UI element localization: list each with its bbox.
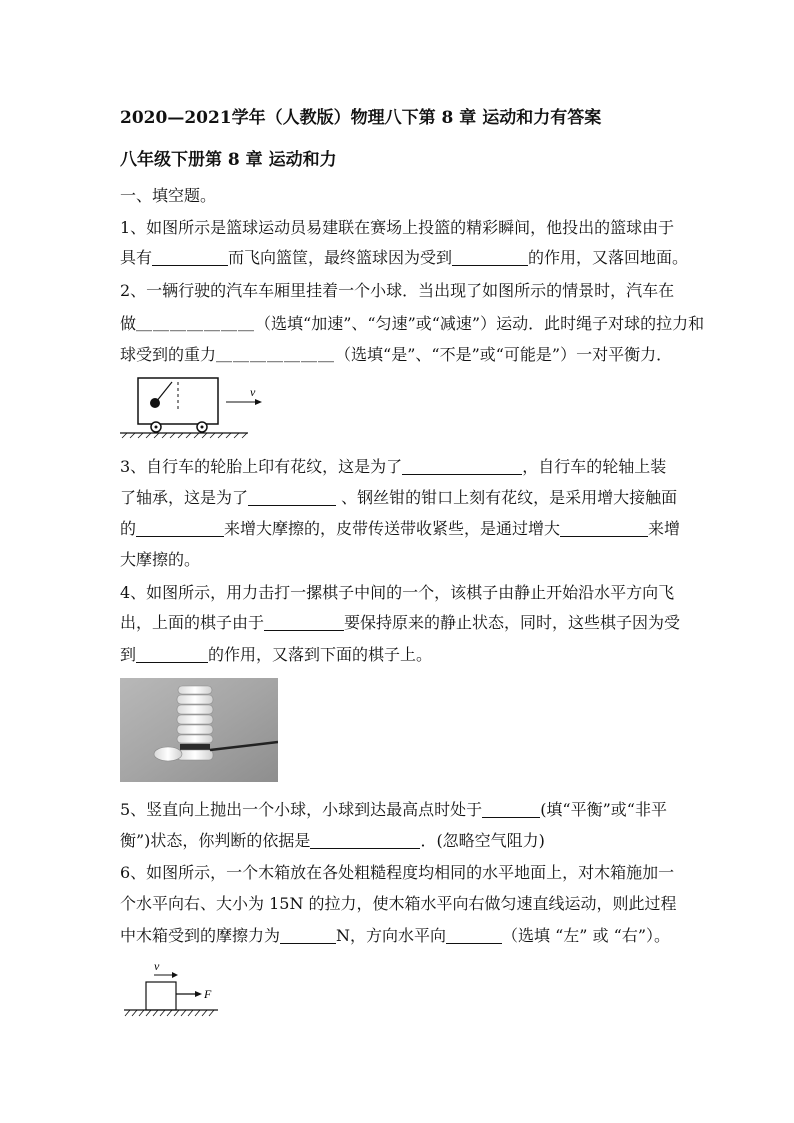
document-title: 2020—2021学年（人教版）物理八下第 8 章 运动和力有答案 bbox=[120, 108, 602, 128]
pendulum-string bbox=[156, 382, 172, 402]
q3-blank-2[interactable] bbox=[248, 489, 336, 506]
q4-line2: 出，上面的棋子由于 要保持原来的静止状态，同时，这些棋子因为受 bbox=[120, 613, 681, 632]
box-figure bbox=[120, 958, 230, 1022]
q2-line1: 2、一辆行驶的汽车车厢里挂着一个小球．当出现了如图所示的情景时，汽车在 bbox=[120, 281, 675, 300]
pendulum-ball bbox=[150, 398, 160, 408]
q6-line1: 6、如图所示，一个木箱放在各处粗糙程度均相同的水平地面上，对木箱施加一 bbox=[120, 863, 675, 882]
q4-line1: 4、如图所示，用力击打一摞棋子中间的一个，该棋子由静止开始沿水平方向飞 bbox=[120, 583, 675, 602]
checker-stack-photo bbox=[120, 678, 278, 782]
q6-line2: 个水平向右、大小为 15N 的拉力，使木箱水平向右做匀速直线运动，则此过程 bbox=[120, 894, 677, 913]
q3-line3: 的 来增大摩擦的，皮带传送带收紧些，是通过增大 来增 bbox=[120, 519, 681, 538]
q1-blank-1[interactable] bbox=[152, 249, 228, 266]
q4-line3: 到 的作用，又落到下面的棋子上。 bbox=[120, 645, 433, 664]
q5-line2: 衡”)状态，你判断的依据是 ．(忽略空气阻力) bbox=[120, 831, 545, 850]
checker-stack bbox=[177, 686, 213, 760]
q2-line2: 做＿＿＿＿＿＿＿（选填“加速”、“匀速”或“减速”）运动．此时绳子对球的拉力和 bbox=[120, 314, 705, 333]
q4-blank-1[interactable] bbox=[264, 614, 344, 631]
velocity-label: v bbox=[154, 959, 160, 973]
q3-blank-1[interactable] bbox=[402, 458, 522, 475]
q3-blank-4[interactable] bbox=[560, 520, 648, 537]
section-heading: 一、填空题。 bbox=[120, 186, 217, 205]
q3-blank-3[interactable] bbox=[136, 520, 224, 537]
q1-blank-2[interactable] bbox=[452, 249, 528, 266]
q6-line3: 中木箱受到的摩擦力为 N，方向水平向 （选填 “左” 或 “右”）。 bbox=[120, 926, 671, 945]
truck-figure bbox=[118, 372, 268, 440]
q5-blank-2[interactable] bbox=[310, 832, 420, 849]
q3-line4: 大摩擦的。 bbox=[120, 550, 201, 569]
q2-line3: 球受到的重力＿＿＿＿＿＿＿（选填“是”、“不是”或“可能是”）一对平衡力． bbox=[120, 345, 673, 364]
q5-line1: 5、竖直向上抛出一个小球，小球到达最高点时处于 (填“平衡”或“非平 bbox=[120, 800, 667, 819]
q6-blank-2[interactable] bbox=[446, 927, 502, 944]
q1-line2: 具有 而飞向篮筐，最终篮球因为受到 的作用，又落回地面。 bbox=[120, 248, 689, 267]
flying-checker bbox=[154, 747, 182, 761]
q1-line1: 1、如图所示是篮球运动员易建联在赛场上投篮的精彩瞬间，他投出的篮球由于 bbox=[120, 218, 675, 237]
q2-blank-1[interactable]: ＿＿＿＿＿＿＿ bbox=[136, 314, 256, 333]
force-label: F bbox=[204, 987, 212, 1001]
q2-blank-2[interactable]: ＿＿＿＿＿＿＿ bbox=[216, 345, 336, 364]
q3-line2: 了轴承，这是为了 、钢丝钳的钳口上刻有花纹，是采用增大接触面 bbox=[120, 488, 678, 507]
q4-blank-2[interactable] bbox=[136, 646, 208, 663]
wooden-box bbox=[146, 982, 176, 1010]
ground-hatch bbox=[125, 1010, 214, 1016]
velocity-label: v bbox=[250, 385, 256, 399]
q5-blank-1[interactable] bbox=[482, 801, 540, 818]
chapter-subtitle: 八年级下册第 8 章 运动和力 bbox=[120, 150, 337, 170]
q3-line1: 3、自行车的轮胎上印有花纹，这是为了 ，自行车的轮轴上装 bbox=[120, 457, 667, 476]
ground-hatch bbox=[122, 433, 247, 438]
q6-blank-1[interactable] bbox=[280, 927, 336, 944]
